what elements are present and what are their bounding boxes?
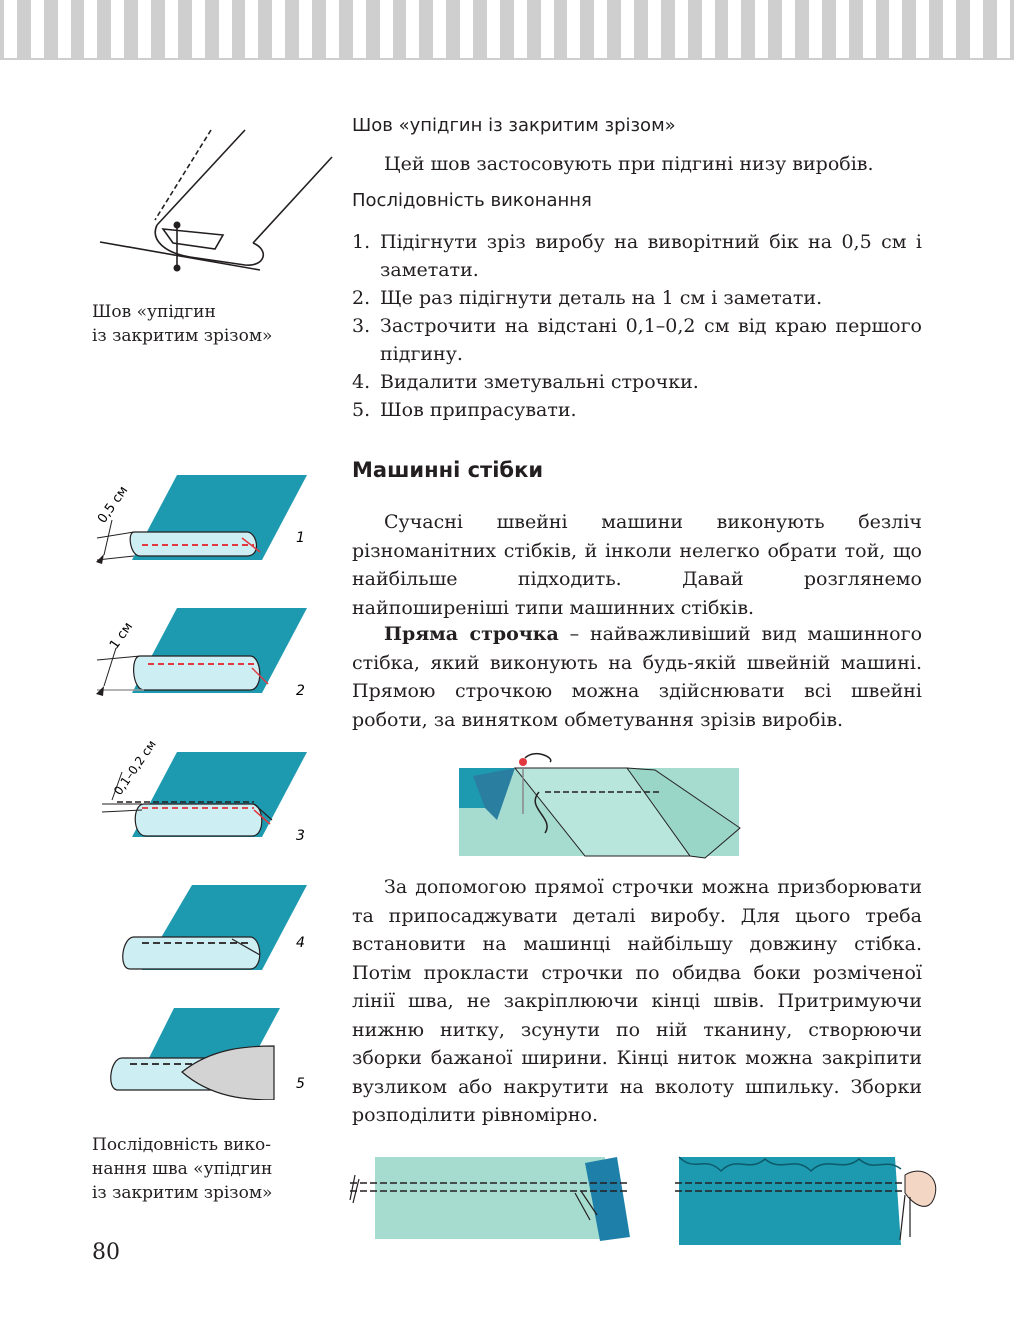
seam-caption-line: Шов «упідгин bbox=[92, 302, 216, 322]
header-stripe bbox=[889, 0, 902, 58]
step-number: 2. bbox=[352, 287, 371, 309]
header-stripe bbox=[567, 0, 580, 58]
header-stripe bbox=[970, 0, 983, 58]
header-stripe bbox=[219, 0, 232, 58]
header-stripe bbox=[755, 0, 768, 58]
step-1-figure bbox=[95, 475, 307, 564]
header-stripe bbox=[460, 0, 473, 58]
step-number: 4. bbox=[352, 371, 371, 393]
header-stripe bbox=[514, 0, 527, 58]
header-stripe bbox=[863, 0, 876, 58]
section-2-title: Машинні стібки bbox=[352, 458, 544, 482]
section-2-para-1: Сучасні швейні машини виконують безліч різноманітних стібків, й інколи нелегко обрати той, що найбільше підходить. Давай розглянемо найпоширеніші типи машинних стібків. bbox=[352, 511, 922, 619]
header-stripe bbox=[433, 0, 446, 58]
step-text: Шов припрасувати. bbox=[380, 399, 577, 421]
sequence-caption bbox=[92, 1133, 272, 1205]
header-stripe bbox=[165, 0, 178, 58]
step-number-3: 3 bbox=[296, 828, 305, 844]
step-number-1: 1 bbox=[296, 530, 305, 546]
gathering-stitch-illustration bbox=[345, 1145, 945, 1255]
section-2-para-2 bbox=[352, 620, 922, 734]
header-stripe bbox=[58, 0, 71, 58]
header-stripe bbox=[138, 0, 151, 58]
header-stripe bbox=[84, 0, 97, 58]
step-illustrations bbox=[82, 460, 332, 1100]
sequence-title: Послідовність виконання bbox=[352, 190, 592, 211]
header-stripe bbox=[997, 0, 1010, 58]
step-3-figure bbox=[102, 738, 307, 844]
header-stripe bbox=[728, 0, 741, 58]
seam-caption-line: із закритим зрізом» bbox=[92, 326, 273, 346]
header-stripe bbox=[192, 0, 205, 58]
section-2-para-3: За допомогою прямої строчки можна призборювати та припосаджувати деталі виробу. Для цього треба встановити на машинці найбільшу довжину стібка. Потім прокласти строчки по обидва боки розміченої лінії шва, не закріплюючи кінці швів. Притримуючи нижню нитку, зсунути по ній тканину, створюючи зборки бажаної ширини. Кінці ниток можна закріпити вузликом або накрутити на вколоту шпильку. Зборки розподілити рівномірно. bbox=[352, 876, 922, 1126]
header-stripe bbox=[782, 0, 795, 58]
steps-list bbox=[352, 228, 922, 424]
step-number-5: 5 bbox=[296, 1076, 305, 1092]
sequence-caption-line: нання шва «упідгин bbox=[92, 1159, 273, 1179]
step-item bbox=[352, 396, 922, 424]
header-stripe bbox=[4, 0, 17, 58]
seam-caption bbox=[92, 300, 272, 348]
measure-label-2: 1 см bbox=[106, 619, 137, 653]
header-stripe bbox=[541, 0, 554, 58]
header-stripe bbox=[594, 0, 607, 58]
step-item bbox=[352, 284, 922, 312]
straight-stitch-term: Пряма строчка bbox=[384, 623, 559, 645]
seam-illustration bbox=[95, 125, 340, 280]
header-stripe bbox=[272, 0, 285, 58]
header-stripe bbox=[487, 0, 500, 58]
header-stripe bbox=[943, 0, 956, 58]
step-4-figure bbox=[123, 885, 307, 970]
step-number-2: 2 bbox=[296, 683, 305, 699]
header-stripe bbox=[380, 0, 393, 58]
measure-label-3: 0,1–0,2 см bbox=[110, 737, 159, 798]
section-1-title: Шов «упідгин із закритим зрізом» bbox=[352, 115, 676, 136]
step-number: 1. bbox=[352, 231, 371, 253]
section-1-intro: Цей шов застосовують при підгині низу виробів. bbox=[384, 153, 874, 175]
measure-label-1: 0,5 см bbox=[94, 483, 132, 527]
header-stripe bbox=[299, 0, 312, 58]
header-stripe bbox=[621, 0, 634, 58]
header-stripe bbox=[326, 0, 339, 58]
step-2-figure bbox=[96, 608, 307, 699]
step-text: Застрочити на відстані 0,1–0,2 см від краю першого підгину. bbox=[380, 315, 922, 365]
step-item bbox=[352, 228, 922, 284]
header-stripe bbox=[31, 0, 44, 58]
step-text: Ще раз підігнути деталь на 1 см і заметати. bbox=[380, 287, 823, 309]
header-stripe bbox=[245, 0, 258, 58]
header-stripe bbox=[675, 0, 688, 58]
step-number-4: 4 bbox=[296, 935, 305, 951]
sequence-caption-line: із закритим зрізом» bbox=[92, 1183, 273, 1203]
header-stripe bbox=[702, 0, 715, 58]
header-stripe-bar bbox=[0, 0, 1014, 60]
header-stripe bbox=[809, 0, 822, 58]
step-number: 5. bbox=[352, 399, 371, 421]
header-stripe bbox=[111, 0, 124, 58]
straight-stitch-definition: – найважливіший вид машинного стібка, який виконують на будь-якій швейній машині. Прямою строчкою можна здійснювати всі швейні роботи, за винятком обметування зрізів виробів. bbox=[352, 623, 923, 731]
step-text: Підігнути зріз виробу на виворітний бік на 0,5 см і заметати. bbox=[380, 231, 922, 281]
header-stripe bbox=[836, 0, 849, 58]
step-text: Видалити зметувальні строчки. bbox=[380, 371, 699, 393]
step-5-figure bbox=[111, 1008, 305, 1100]
header-stripe bbox=[648, 0, 661, 58]
step-number: 3. bbox=[352, 315, 371, 337]
straight-stitch-illustration bbox=[455, 748, 745, 860]
header-stripe bbox=[916, 0, 929, 58]
header-stripe bbox=[353, 0, 366, 58]
page-number: 80 bbox=[92, 1240, 120, 1265]
step-item bbox=[352, 312, 922, 368]
header-stripe bbox=[406, 0, 419, 58]
sequence-caption-line: Послідовність вико- bbox=[92, 1135, 271, 1155]
step-item bbox=[352, 368, 922, 396]
